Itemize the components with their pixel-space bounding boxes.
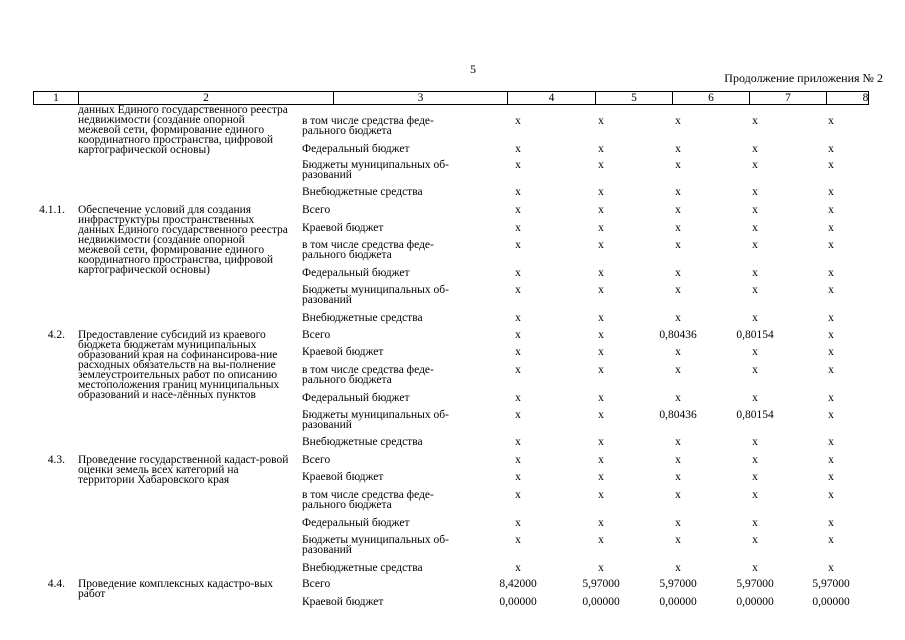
value-cell: x: [675, 186, 681, 198]
value-cell: 0,00000: [582, 596, 620, 608]
value-cell: x: [598, 392, 604, 404]
value-cell: x: [515, 517, 521, 529]
value-cell: x: [752, 346, 758, 358]
value-cell: x: [515, 436, 521, 448]
funding-source: Внебюджетные средства: [302, 562, 423, 574]
value-cell: x: [752, 489, 758, 501]
value-cell: x: [752, 239, 758, 251]
funding-source: Всего: [302, 204, 331, 216]
header-col-2: 2: [79, 92, 334, 104]
value-cell: x: [752, 284, 758, 296]
value-cell: x: [675, 392, 681, 404]
funding-source: Внебюджетные средства: [302, 312, 423, 324]
value-cell: x: [598, 517, 604, 529]
value-cell: x: [598, 186, 604, 198]
value-cell: x: [828, 186, 834, 198]
value-cell: 0,80436: [659, 329, 697, 341]
value-cell: 0,80154: [736, 409, 774, 421]
value-cell: x: [828, 284, 834, 296]
value-cell: x: [828, 267, 834, 279]
value-cell: x: [675, 239, 681, 251]
funding-source: Краевой бюджет: [302, 346, 384, 358]
funding-source: Всего: [302, 578, 331, 590]
value-cell: x: [828, 392, 834, 404]
value-cell: x: [675, 534, 681, 546]
continuation-note: Продолжение приложения № 2: [724, 71, 883, 85]
value-cell: x: [828, 143, 834, 155]
measure-title: Обеспечение условий для создания инфраструктуры пространственных данных Единого государственного реестра недвижимости (создание опорной межевой сети, формирование единого координатного пространства, цифровой картографической основы): [78, 204, 288, 276]
value-cell: x: [675, 267, 681, 279]
value-cell: x: [828, 409, 834, 421]
value-cell: x: [598, 364, 604, 376]
header-col-4: 4: [508, 92, 596, 104]
value-cell: x: [675, 471, 681, 483]
value-cell: x: [515, 562, 521, 574]
funding-source: Бюджеты муниципальных об- разований: [302, 534, 449, 556]
value-cell: x: [515, 534, 521, 546]
value-cell: x: [675, 312, 681, 324]
value-cell: 0,00000: [499, 596, 537, 608]
header-col-3: 3: [334, 92, 508, 104]
value-cell: x: [515, 267, 521, 279]
page-number: 5: [470, 62, 476, 76]
header-col-6: 6: [673, 92, 750, 104]
measure-title: Проведение государственной кадаст-ровой оценки земель всех категорий на территории Хабаровского края: [78, 454, 289, 486]
value-cell: x: [752, 143, 758, 155]
value-cell: x: [598, 346, 604, 358]
header-col-1: 1: [34, 92, 79, 104]
value-cell: x: [752, 436, 758, 448]
value-cell: x: [515, 489, 521, 501]
value-cell: x: [598, 489, 604, 501]
value-cell: x: [752, 115, 758, 127]
header-col-5: 5: [596, 92, 673, 104]
value-cell: x: [675, 489, 681, 501]
funding-source: в том числе средства феде- рального бюджета: [302, 489, 434, 511]
value-cell: x: [598, 239, 604, 251]
value-cell: x: [828, 517, 834, 529]
value-cell: x: [515, 222, 521, 234]
value-cell: x: [828, 436, 834, 448]
value-cell: x: [598, 471, 604, 483]
value-cell: x: [675, 159, 681, 171]
value-cell: x: [515, 346, 521, 358]
value-cell: x: [752, 222, 758, 234]
value-cell: x: [675, 364, 681, 376]
value-cell: x: [828, 534, 834, 546]
measure-title: Проведение комплексных кадастро-вых работ: [78, 578, 274, 600]
value-cell: x: [828, 115, 834, 127]
value-cell: x: [675, 143, 681, 155]
funding-source: Внебюджетные средства: [302, 436, 423, 448]
value-cell: x: [598, 312, 604, 324]
value-cell: x: [675, 204, 681, 216]
value-cell: 0,80436: [659, 409, 697, 421]
value-cell: x: [752, 364, 758, 376]
section-number: 4.3.: [47, 454, 65, 466]
funding-source: Всего: [302, 329, 331, 341]
funding-source: Бюджеты муниципальных об- разований: [302, 409, 449, 431]
value-cell: x: [598, 409, 604, 421]
value-cell: x: [675, 436, 681, 448]
value-cell: x: [515, 159, 521, 171]
value-cell: x: [828, 364, 834, 376]
value-cell: 0,00000: [659, 596, 697, 608]
value-cell: x: [515, 454, 521, 466]
value-cell: x: [675, 115, 681, 127]
value-cell: 0,00000: [736, 596, 774, 608]
measure-title: данных Единого государственного реестра недвижимости (создание опорной межевой сети, формирование единого координатного пространства, цифровой картографической основы): [78, 104, 288, 156]
value-cell: 5,97000: [582, 578, 620, 590]
value-cell: x: [598, 267, 604, 279]
value-cell: x: [752, 159, 758, 171]
value-cell: x: [828, 159, 834, 171]
section-number: 4.1.1.: [39, 204, 65, 216]
value-cell: x: [598, 436, 604, 448]
funding-source: Федеральный бюджет: [302, 392, 410, 404]
funding-source: в том числе средства феде- рального бюджета: [302, 364, 434, 386]
funding-source: Федеральный бюджет: [302, 143, 410, 155]
section-number: 4.4.: [47, 578, 65, 590]
value-cell: x: [515, 115, 521, 127]
funding-source: Краевой бюджет: [302, 596, 384, 608]
value-cell: x: [598, 562, 604, 574]
value-cell: x: [515, 239, 521, 251]
value-cell: x: [828, 329, 834, 341]
value-cell: x: [675, 454, 681, 466]
value-cell: 5,97000: [736, 578, 774, 590]
value-cell: x: [752, 534, 758, 546]
section-number: 4.2.: [47, 329, 65, 341]
value-cell: x: [598, 222, 604, 234]
value-cell: x: [675, 517, 681, 529]
value-cell: x: [675, 284, 681, 296]
value-cell: x: [598, 284, 604, 296]
value-cell: x: [675, 562, 681, 574]
value-cell: x: [828, 312, 834, 324]
value-cell: 5,97000: [659, 578, 697, 590]
value-cell: 8,42000: [499, 578, 537, 590]
funding-source: Бюджеты муниципальных об- разований: [302, 159, 449, 181]
value-cell: x: [752, 471, 758, 483]
value-cell: x: [675, 222, 681, 234]
value-cell: x: [515, 204, 521, 216]
value-cell: x: [828, 454, 834, 466]
value-cell: x: [515, 409, 521, 421]
value-cell: x: [752, 312, 758, 324]
value-cell: 5,97000: [812, 578, 850, 590]
value-cell: x: [598, 159, 604, 171]
value-cell: x: [598, 454, 604, 466]
value-cell: x: [515, 312, 521, 324]
value-cell: x: [828, 204, 834, 216]
value-cell: 0,80154: [736, 329, 774, 341]
value-cell: x: [598, 204, 604, 216]
value-cell: x: [752, 186, 758, 198]
table-header: [33, 91, 869, 105]
value-cell: x: [515, 284, 521, 296]
funding-source: в том числе средства феде- рального бюджета: [302, 115, 434, 137]
value-cell: x: [598, 115, 604, 127]
value-cell: x: [828, 471, 834, 483]
funding-source: Федеральный бюджет: [302, 517, 410, 529]
header-col-7: 7: [750, 92, 827, 104]
value-cell: x: [828, 489, 834, 501]
funding-source: Федеральный бюджет: [302, 267, 410, 279]
value-cell: x: [752, 454, 758, 466]
funding-source: Краевой бюджет: [302, 471, 384, 483]
value-cell: x: [515, 392, 521, 404]
value-cell: x: [675, 346, 681, 358]
header-col-8: 8: [862, 92, 869, 104]
value-cell: x: [515, 143, 521, 155]
value-cell: x: [828, 346, 834, 358]
funding-source: Внебюджетные средства: [302, 186, 423, 198]
value-cell: x: [515, 329, 521, 341]
value-cell: 0,00000: [812, 596, 850, 608]
funding-source: в том числе средства феде- рального бюджета: [302, 239, 434, 261]
funding-source: Бюджеты муниципальных об- разований: [302, 284, 449, 306]
funding-source: Всего: [302, 454, 331, 466]
value-cell: x: [828, 562, 834, 574]
value-cell: x: [828, 222, 834, 234]
value-cell: x: [752, 562, 758, 574]
value-cell: x: [598, 329, 604, 341]
value-cell: x: [828, 239, 834, 251]
value-cell: x: [752, 204, 758, 216]
value-cell: x: [752, 267, 758, 279]
value-cell: x: [598, 534, 604, 546]
measure-title: Предоставление субсидий из краевого бюджета бюджетам муниципальных образований края на софинансирова-ние расходных обязательств на вы-полнение землеустроительных работ по описанию местоположения границ муниципальных образований и насе-лённых пунктов: [78, 329, 280, 401]
value-cell: x: [515, 471, 521, 483]
value-cell: x: [752, 517, 758, 529]
value-cell: x: [752, 392, 758, 404]
value-cell: x: [598, 143, 604, 155]
funding-source: Краевой бюджет: [302, 222, 384, 234]
value-cell: x: [515, 186, 521, 198]
value-cell: x: [515, 364, 521, 376]
